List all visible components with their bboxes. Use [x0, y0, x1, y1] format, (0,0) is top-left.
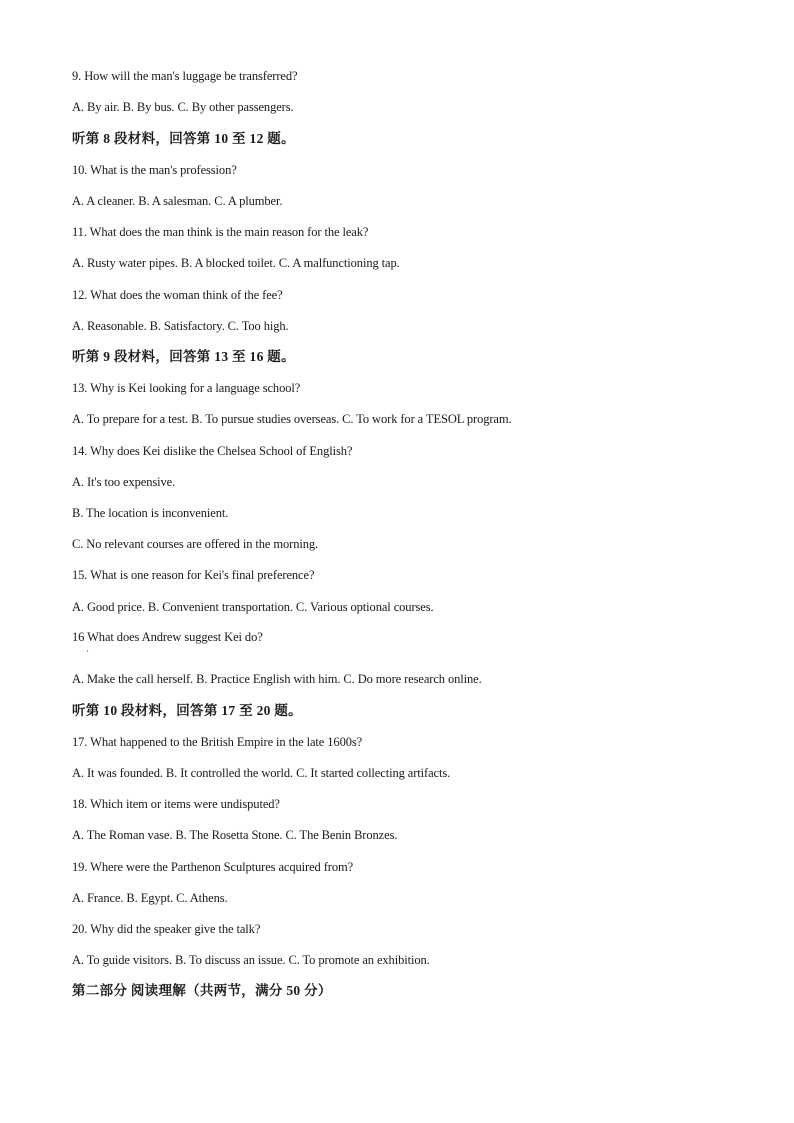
options-18: A. The Roman vase. B. The Rosetta Stone. C. The Benin Bronzes.	[72, 828, 398, 842]
question-15: 15. What is one reason for Kei's final preference?	[72, 568, 315, 582]
stray-dot: ·	[86, 646, 89, 656]
question-20: 20. Why did the speaker give the talk?	[72, 922, 261, 936]
question-13: 13. Why is Kei looking for a language school?	[72, 381, 301, 395]
section-heading-9: 听第 9 段材料，回答第 13 至 16 题。	[72, 349, 295, 364]
options-20: A. To guide visitors. B. To discuss an issue. C. To promote an exhibition.	[72, 953, 430, 967]
question-10: 10. What is the man's profession?	[72, 163, 237, 177]
question-11: 11. What does the man think is the main reason for the leak?	[72, 225, 369, 239]
question-19: 19. Where were the Parthenon Sculptures acquired from?	[72, 860, 354, 874]
question-14: 14. Why does Kei dislike the Chelsea School of English?	[72, 444, 353, 458]
question-16: 16 What does Andrew suggest Kei do?	[72, 630, 263, 644]
option-14b: B. The location is inconvenient.	[72, 506, 229, 520]
options-19: A. France. B. Egypt. C. Athens.	[72, 891, 228, 905]
options-13: A. To prepare for a test. B. To pursue studies overseas. C. To work for a TESOL program.	[72, 412, 512, 426]
question-9: 9. How will the man's luggage be transferred?	[72, 69, 298, 83]
options-11: A. Rusty water pipes. B. A blocked toilet. C. A malfunctioning tap.	[72, 256, 400, 270]
part-two-heading: 第二部分 阅读理解（共两节，满分 50 分）	[72, 983, 332, 998]
option-14a: A. It's too expensive.	[72, 475, 176, 489]
question-12: 12. What does the woman think of the fee?	[72, 288, 283, 302]
options-12: A. Reasonable. B. Satisfactory. C. Too high.	[72, 319, 289, 333]
section-heading-8: 听第 8 段材料，回答第 10 至 12 题。	[72, 131, 295, 146]
options-15: A. Good price. B. Convenient transportation. C. Various optional courses.	[72, 600, 434, 614]
question-17: 17. What happened to the British Empire in the late 1600s?	[72, 735, 363, 749]
options-16: A. Make the call herself. B. Practice English with him. C. Do more research online.	[72, 672, 482, 686]
option-14c: C. No relevant courses are offered in the morning.	[72, 537, 319, 551]
question-18: 18. Which item or items were undisputed?	[72, 797, 280, 811]
section-heading-10: 听第 10 段材料，回答第 17 至 20 题。	[72, 703, 302, 718]
options-17: A. It was founded. B. It controlled the world. C. It started collecting artifacts.	[72, 766, 451, 780]
options-10: A. A cleaner. B. A salesman. C. A plumber.	[72, 194, 283, 208]
options-9: A. By air. B. By bus. C. By other passengers.	[72, 100, 294, 114]
